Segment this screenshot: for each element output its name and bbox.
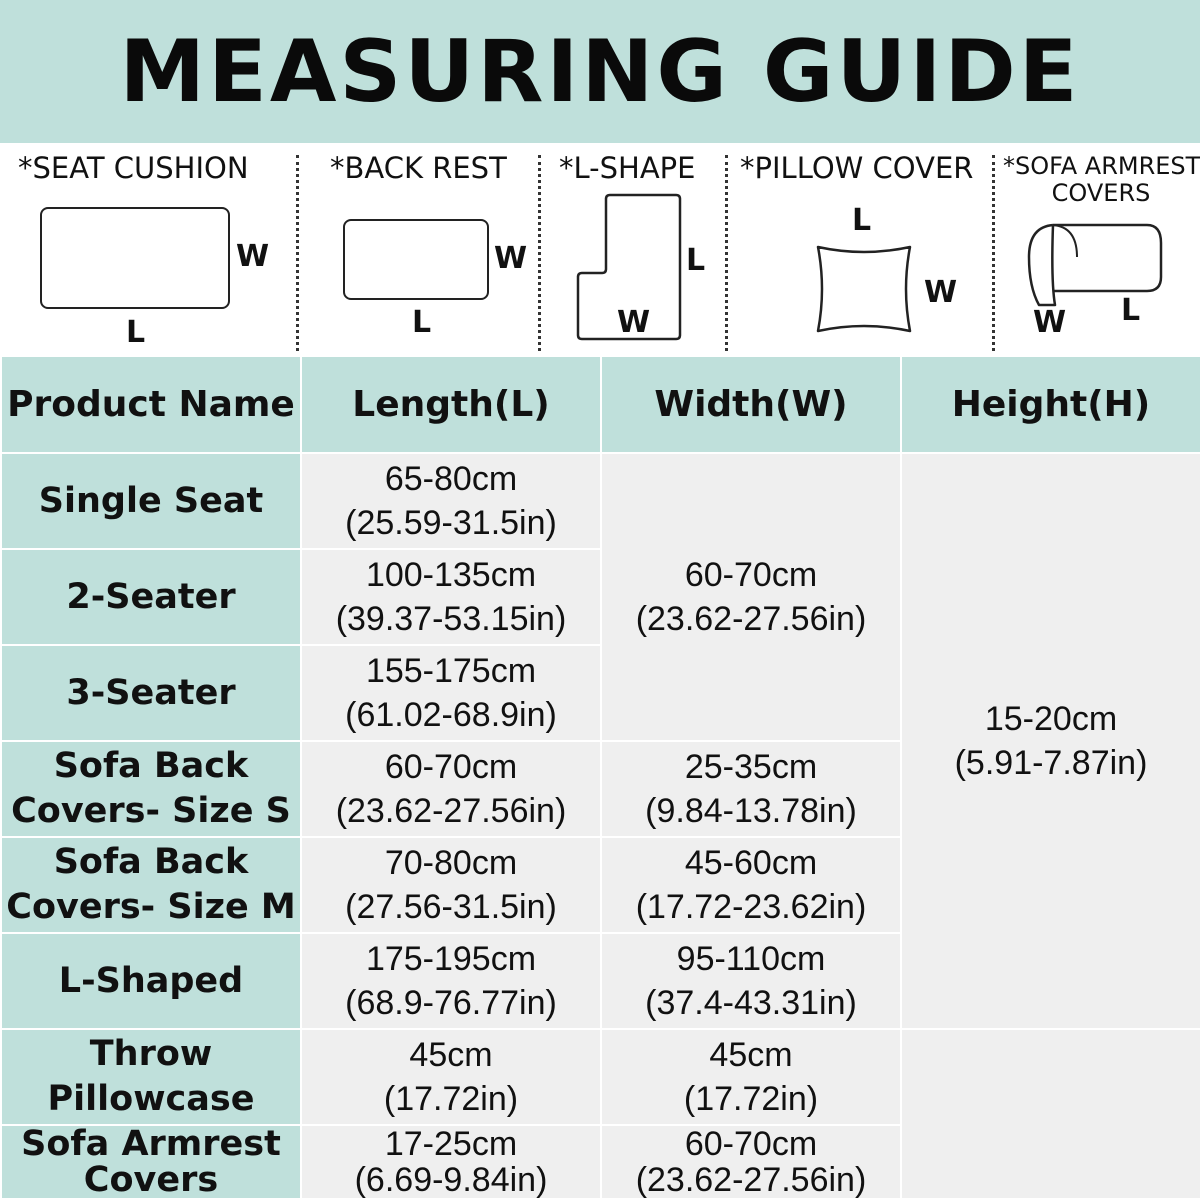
length-label: L bbox=[412, 305, 432, 340]
length-in: (6.69-9.84in) bbox=[354, 1161, 548, 1199]
width-cm: 60-70cm bbox=[684, 556, 818, 594]
product-name-line: Covers- Size S bbox=[11, 791, 291, 831]
length-cm: 65-80cm bbox=[384, 460, 518, 498]
diagram-strip bbox=[0, 143, 1200, 355]
length-value bbox=[301, 837, 601, 933]
length-value bbox=[301, 933, 601, 1029]
length-in: (68.9-76.77in) bbox=[345, 984, 557, 1022]
length-in: (25.59-31.5in) bbox=[345, 504, 557, 542]
diagram-back-rest bbox=[300, 143, 538, 355]
product-name bbox=[1, 1125, 301, 1199]
product-name: Single Seat bbox=[1, 453, 301, 549]
length-value bbox=[301, 453, 601, 549]
product-name bbox=[1, 1029, 301, 1125]
width-label: W bbox=[1033, 305, 1067, 340]
height-value-empty bbox=[901, 1029, 1200, 1199]
width-label: W bbox=[494, 241, 528, 276]
width-cm: 25-35cm bbox=[684, 748, 818, 786]
pillow-icon bbox=[814, 243, 914, 335]
diagram-sofa-armrest bbox=[995, 143, 1200, 355]
table-header-row bbox=[1, 356, 1200, 453]
product-name-line: Sofa Back bbox=[53, 746, 249, 786]
length-value bbox=[301, 1125, 601, 1199]
product-name-line: Sofa Back bbox=[53, 842, 249, 882]
width-in: (17.72in) bbox=[683, 1080, 819, 1118]
length-cm: 100-135cm bbox=[365, 556, 537, 594]
width-in: (37.4-43.31in) bbox=[645, 984, 857, 1022]
product-name-line: Covers bbox=[83, 1160, 219, 1199]
product-name-line: Covers- Size M bbox=[6, 887, 296, 927]
length-value bbox=[301, 741, 601, 837]
width-value bbox=[601, 837, 901, 933]
length-in: (39.37-53.15in) bbox=[335, 600, 567, 638]
length-in: (17.72in) bbox=[383, 1080, 519, 1118]
height-cm: 15-20cm bbox=[984, 700, 1118, 738]
table-row bbox=[1, 1029, 1200, 1125]
length-cm: 17-25cm bbox=[384, 1125, 518, 1163]
width-cm: 45-60cm bbox=[684, 844, 818, 882]
diagram-seat-cushion bbox=[0, 143, 297, 355]
length-in: (61.02-68.9in) bbox=[345, 696, 557, 734]
height-in: (5.91-7.87in) bbox=[954, 744, 1148, 782]
length-label: L bbox=[126, 315, 146, 350]
header-length: Length(L) bbox=[301, 356, 601, 453]
length-in: (27.56-31.5in) bbox=[345, 888, 557, 926]
table-row bbox=[1, 453, 1200, 549]
page-title: MEASURING GUIDE bbox=[119, 21, 1081, 122]
diagram-title: *L-SHAPE bbox=[559, 151, 696, 185]
width-label: W bbox=[236, 239, 270, 274]
length-cm: 60-70cm bbox=[384, 748, 518, 786]
diagram-title: *SEAT CUSHION bbox=[18, 151, 249, 185]
product-name: 2-Seater bbox=[1, 549, 301, 645]
width-value bbox=[601, 1029, 901, 1125]
length-value bbox=[301, 645, 601, 741]
product-name: 3-Seater bbox=[1, 645, 301, 741]
length-label: L bbox=[1121, 293, 1141, 328]
diagram-title-line: COVERS bbox=[1051, 179, 1151, 207]
product-name-line: Pillowcase bbox=[47, 1079, 255, 1119]
diagram-pillow-cover bbox=[728, 143, 992, 355]
armrest-cover-icon bbox=[1025, 221, 1165, 311]
diagram-l-shape bbox=[541, 143, 724, 355]
width-value bbox=[601, 933, 901, 1029]
width-in: (9.84-13.78in) bbox=[645, 792, 857, 830]
header-width: Width(W) bbox=[601, 356, 901, 453]
diagram-title: *BACK REST bbox=[330, 151, 507, 185]
length-label: L bbox=[686, 243, 706, 278]
title-banner bbox=[0, 0, 1200, 143]
length-cm: 175-195cm bbox=[365, 940, 537, 978]
length-cm: 45cm bbox=[409, 1036, 493, 1074]
diagram-title: *PILLOW COVER bbox=[740, 151, 974, 185]
width-in: (23.62-27.56in) bbox=[635, 1161, 867, 1199]
product-name-line: Throw bbox=[89, 1034, 213, 1074]
divider bbox=[296, 155, 299, 351]
length-in: (23.62-27.56in) bbox=[335, 792, 567, 830]
product-name bbox=[1, 837, 301, 933]
header-product-name: Product Name bbox=[1, 356, 301, 453]
width-in: (23.62-27.56in) bbox=[635, 600, 867, 638]
back-rest-shape-icon bbox=[343, 219, 489, 300]
product-name: L-Shaped bbox=[1, 933, 301, 1029]
width-in: (17.72-23.62in) bbox=[635, 888, 867, 926]
product-name bbox=[1, 741, 301, 837]
length-value bbox=[301, 1029, 601, 1125]
seat-cushion-shape-icon bbox=[40, 207, 230, 309]
shared-height-value bbox=[901, 453, 1200, 1029]
product-name-line: Sofa Armrest bbox=[21, 1125, 281, 1164]
header-height: Height(H) bbox=[901, 356, 1200, 453]
width-value bbox=[601, 1125, 901, 1199]
width-value bbox=[601, 741, 901, 837]
length-cm: 155-175cm bbox=[365, 652, 537, 690]
width-cm: 95-110cm bbox=[676, 940, 826, 978]
diagram-title-line: *SOFA ARMREST bbox=[1003, 152, 1200, 180]
length-label: L bbox=[852, 203, 872, 238]
width-cm: 60-70cm bbox=[684, 1125, 818, 1163]
length-cm: 70-80cm bbox=[384, 844, 518, 882]
length-value bbox=[301, 549, 601, 645]
width-label: W bbox=[617, 305, 651, 340]
shared-width-value bbox=[601, 453, 901, 741]
size-table bbox=[0, 355, 1200, 1200]
width-label: W bbox=[924, 275, 958, 310]
width-cm: 45cm bbox=[709, 1036, 793, 1074]
diagram-title bbox=[1003, 153, 1199, 207]
